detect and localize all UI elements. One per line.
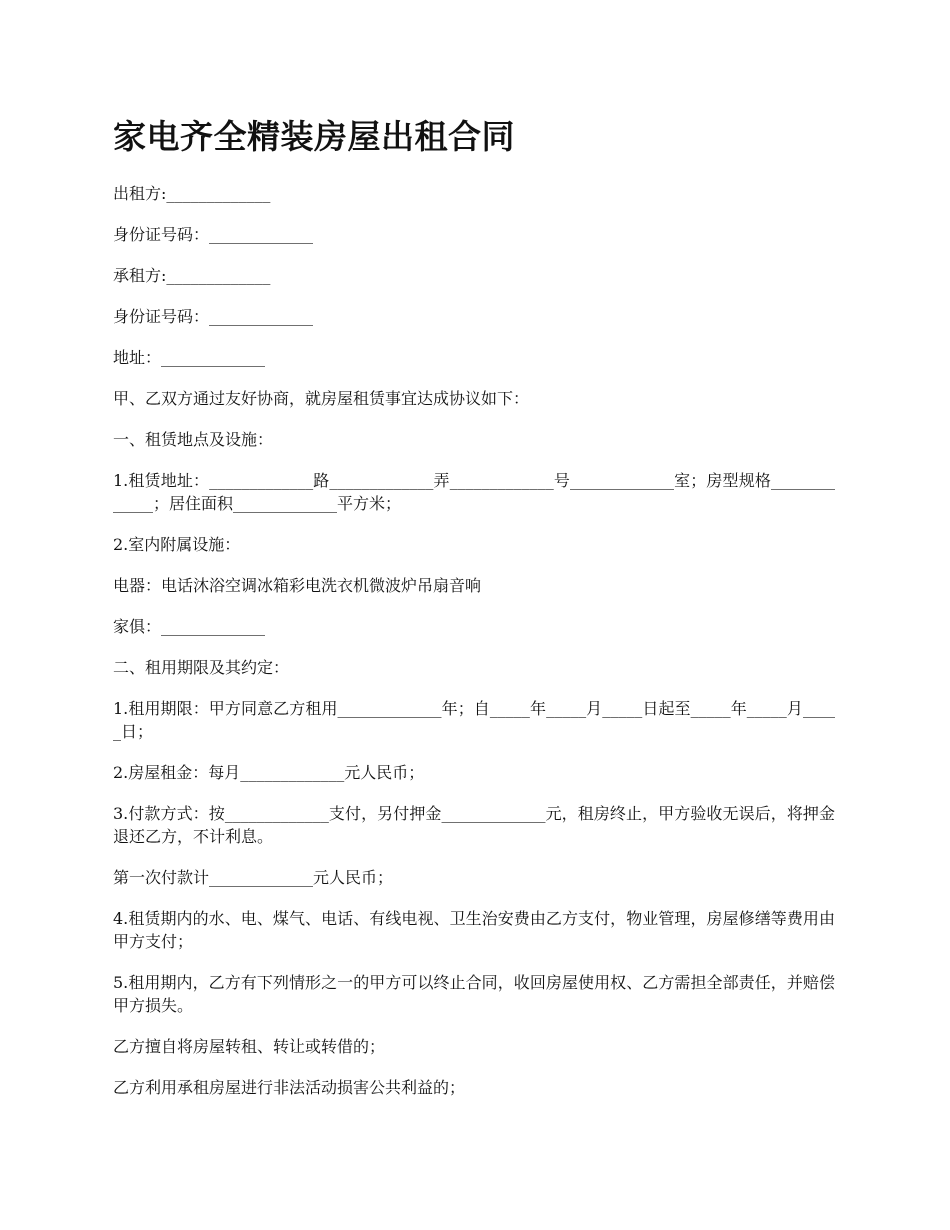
termination-case-sublet: 乙方擅自将房屋转租、转让或转借的； (113, 1037, 386, 1056)
clause-rental-term: 1.租用期限：甲方同意乙方租用_____________年；自_____年_____月_____日起至_____年_____月_____日； (113, 699, 835, 741)
section-heading-term: 二、租用期限及其约定： (113, 658, 290, 677)
document-page (113, 112, 835, 1117)
clause-rental-address: 1.租赁地址：_____________路_____________弄_____________号_____________室；房型规格_____________；居住面积_____________平方米； (113, 471, 835, 513)
clause-termination: 5.租用期内，乙方有下列情形之一的甲方可以终止合同，收回房屋使用权、乙方需担全部责任，并赔偿甲方损失。 (113, 973, 835, 1015)
termination-case-illegal: 乙方利用承租房屋进行非法活动损害公共利益的； (113, 1078, 466, 1097)
furniture-field: 家俱：_____________ (113, 617, 266, 636)
lessee-field: 承租方:_____________ (113, 266, 271, 285)
clause-facilities: 2.室内附属设施： (113, 535, 241, 554)
section-heading-location: 一、租赁地点及设施： (113, 430, 274, 449)
clause-utilities: 4.租赁期内的水、电、煤气、电话、有线电视、卫生治安费由乙方支付，物业管理，房屋修缮等费用由甲方支付； (113, 909, 835, 951)
lessee-id-field: 身份证号码：_____________ (113, 307, 314, 326)
first-payment-field: 第一次付款计_____________元人民币； (113, 868, 394, 887)
lessor-id-field: 身份证号码：_____________ (113, 225, 314, 244)
clause-payment-method: 3.付款方式：按_____________支付，另付押金_____________元，租房终止，甲方验收无误后，将押金退还乙方，不计利息。 (113, 804, 835, 846)
clause-rent: 2.房屋租金：每月_____________元人民币； (113, 763, 425, 782)
lessor-field: 出租方:_____________ (113, 184, 271, 203)
address-field: 地址：_____________ (113, 348, 266, 367)
document-title: 家电齐全精装房屋出租合同 (113, 117, 515, 156)
agreement-intro: 甲、乙双方通过友好协商，就房屋租赁事宜达成协议如下： (113, 389, 530, 408)
appliances-list: 电器：电话沐浴空调冰箱彩电洗衣机微波炉吊扇音响 (113, 576, 482, 595)
